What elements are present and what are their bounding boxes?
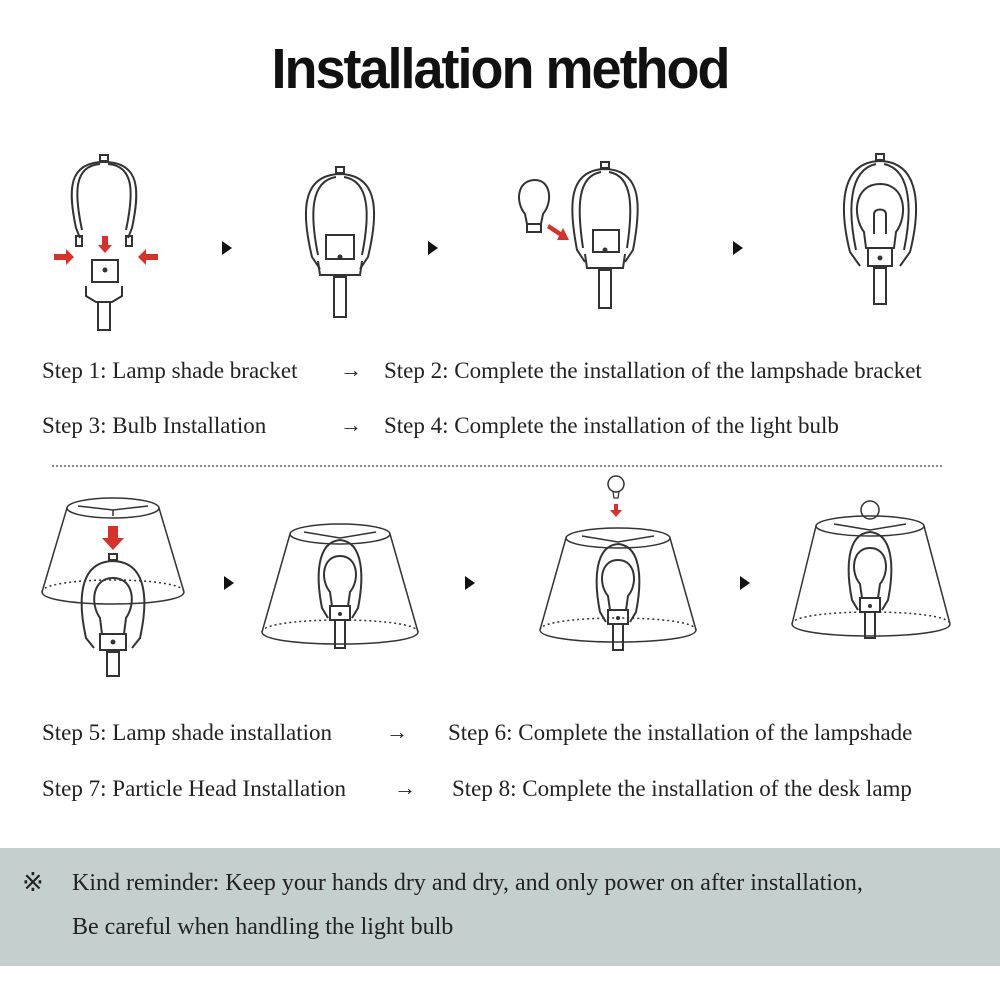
play-arrow-icon — [222, 241, 232, 255]
play-arrow-icon — [465, 576, 475, 590]
arrow-3-4: → — [340, 412, 362, 437]
play-arrow-icon — [740, 576, 750, 590]
step-1-label: Step 1: Lamp shade bracket — [42, 358, 298, 383]
bulb-icon — [519, 180, 549, 232]
illustration-step1 — [40, 150, 180, 340]
illustration-step6 — [260, 518, 420, 658]
section-divider — [52, 465, 942, 467]
illustration-step4 — [820, 152, 940, 312]
play-arrow-icon — [224, 576, 234, 590]
step-3-label: Step 3: Bulb Installation — [42, 413, 267, 438]
reminder-mark-icon: ※ — [22, 868, 44, 898]
arrow-5-6: → — [386, 719, 408, 744]
arrow-7-8: → — [394, 775, 416, 800]
page-title: Installation method — [271, 37, 729, 101]
step-6-label: Step 6: Complete the installation of the lampshade — [448, 720, 913, 745]
red-arrow-icon — [610, 504, 622, 517]
reminder-line-1: Kind reminder: Keep your hands dry and dry, and only power on after installation, — [72, 870, 863, 896]
finial-icon — [608, 476, 624, 492]
step-4-label: Step 4: Complete the installation of the light bulb — [384, 413, 839, 438]
reminder-box — [0, 848, 1000, 966]
illustration-step7 — [538, 468, 698, 660]
illustration-step8 — [790, 498, 955, 658]
red-arrow-icon — [547, 224, 569, 240]
red-arrow-icon — [102, 526, 124, 550]
play-arrow-icon — [428, 241, 438, 255]
step-2-label: Step 2: Complete the installation of the lampshade bracket — [384, 358, 922, 383]
illustration-step3 — [505, 158, 655, 318]
illustration-step2 — [280, 165, 400, 325]
illustration-step5 — [38, 492, 188, 682]
play-arrow-icon — [733, 241, 743, 255]
lampshade-icon — [42, 498, 184, 604]
step-5-label: Step 5: Lamp shade installation — [42, 720, 333, 745]
arrow-1-2: → — [340, 357, 362, 382]
reminder-line-2: Be careful when handling the light bulb — [72, 914, 454, 940]
step-8-label: Step 8: Complete the installation of the desk lamp — [452, 776, 912, 801]
step-7-label: Step 7: Particle Head Installation — [42, 776, 347, 801]
